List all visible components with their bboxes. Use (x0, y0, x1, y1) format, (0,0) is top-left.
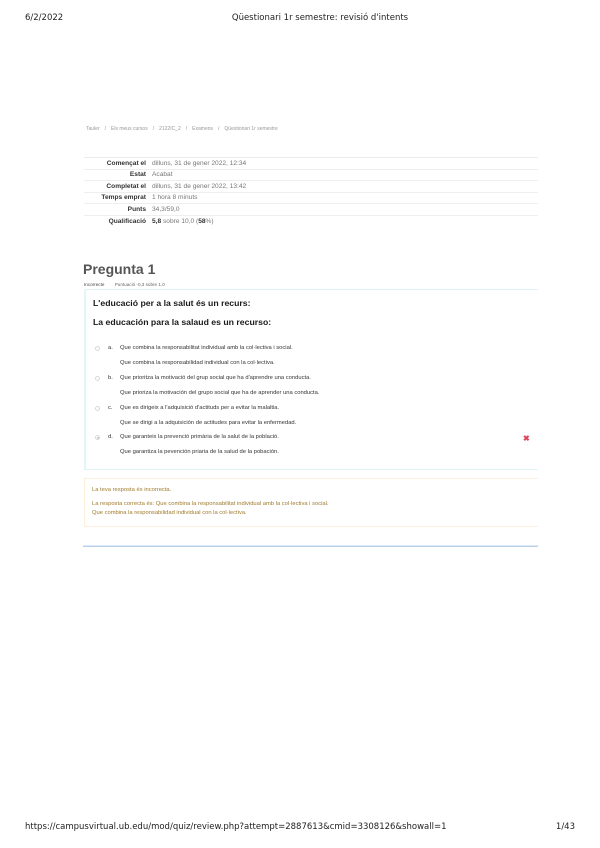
answer-text-catalan: Que es dirigeix a l'adquisició d'actituds per a evitar la malaltia. (120, 405, 280, 411)
print-date: 6/2/2022 (25, 13, 64, 23)
summary-row-marks (84, 204, 538, 216)
breadcrumb-item-section[interactable]: Examens (192, 126, 214, 132)
breadcrumb-item-course[interactable]: 2122IC_2 (159, 126, 181, 132)
print-url: https://campusvirtual.ub.edu/mod/quiz/review.php?attempt=2887613&cmid=3308126&showall=1 (25, 822, 447, 832)
summary-value: Acabat (152, 171, 173, 179)
summary-label: Punts (127, 205, 146, 213)
question-grade: Puntuació -0,3 sobre 1,0 (114, 282, 165, 287)
answer-text-spanish: Que garantiza la pevención priaria de la salud de la pobación. (120, 449, 279, 455)
breadcrumb-separator: / (152, 126, 155, 132)
print-footer (0, 822, 600, 836)
breadcrumb-separator: / (185, 126, 188, 132)
feedback-correct-answer-spanish: Que combina la responsabilidad individual con la col·lectiva. (92, 510, 247, 516)
grade-score: 5,8 (152, 217, 162, 225)
radio-button[interactable] (95, 346, 100, 351)
answer-text-spanish: Que combina la responsabilidad individual con la col·lectiva. (120, 360, 275, 366)
summary-value: dilluns, 31 de gener 2022, 12:34 (152, 159, 247, 167)
breadcrumb-item-my-courses[interactable]: Els meus cursos (111, 126, 148, 132)
summary-label: Estat (129, 171, 146, 179)
breadcrumb (86, 126, 278, 132)
summary-value: 1 hora 8 minuts (152, 194, 198, 202)
radio-button[interactable] (95, 376, 100, 381)
print-title: Qüestionari 1r semestre: revisió d'intents (231, 13, 409, 23)
question-formulation (84, 289, 538, 470)
question-heading: Pregunta 1 (83, 261, 156, 277)
answer-text-catalan: Que garanteix la prevenció primària de la salut de la població. (120, 434, 279, 440)
summary-row-completed (84, 181, 538, 193)
print-header (0, 13, 600, 27)
section-divider (83, 545, 538, 547)
summary-row-time-taken (84, 193, 538, 205)
answer-text-spanish: Que prioriza la motivación del grupo social que ha de aprender una conducta. (120, 390, 320, 396)
breadcrumb-separator: / (218, 126, 220, 132)
breadcrumb-item-quiz[interactable]: Qüestionari 1r semestre (224, 126, 278, 132)
radio-button-selected[interactable] (95, 435, 100, 440)
breadcrumb-item-dashboard[interactable]: Tauler (86, 126, 100, 132)
summary-label: Qualificació (108, 217, 146, 225)
grade-percent-suffix: %) (205, 217, 214, 225)
answer-text-spanish: Que se dirigi a la adquisición de actitudes para evitar la enfermedad. (120, 420, 297, 426)
question-text-catalan: L'educació per a la salut és un recurs: (93, 298, 251, 308)
answer-letter: d. (108, 434, 113, 440)
question-info (84, 282, 165, 287)
answer-text-catalan: Que combina la responsabilitat individual amb la col·lectiva i social. (120, 345, 293, 351)
page-number: 1/43 (555, 822, 575, 832)
summary-label: Començat el (106, 159, 146, 167)
answer-letter: c. (108, 405, 113, 411)
answer-feedback (84, 478, 538, 527)
summary-value: dilluns, 31 de gener 2022, 13:42 (152, 182, 247, 190)
summary-label: Temps emprat (101, 194, 146, 202)
feedback-result: La teva resposta és incorrecta. (92, 487, 172, 493)
summary-value (152, 218, 214, 225)
attempt-summary-table (84, 157, 538, 227)
incorrect-x-icon: ✖ (523, 434, 530, 443)
summary-value: 34,3/59,0 (152, 205, 180, 213)
radio-button[interactable] (95, 406, 100, 411)
summary-row-state (84, 170, 538, 182)
question-state: Incorrecte (84, 282, 105, 287)
summary-row-started (84, 158, 538, 170)
grade-out-of: sobre 10,0 ( (161, 217, 199, 225)
summary-label: Completat el (106, 182, 146, 190)
answer-text-catalan: Que prioritza la motivació del grup social que ha d'aprendre una conducta. (120, 375, 311, 381)
answer-letter: a. (108, 345, 113, 351)
feedback-correct-answer-catalan: La resposta correcta és: Que combina la responsabilitat individual amb la col·lectiva i social. (92, 501, 329, 507)
grade-percent: 58 (198, 217, 206, 225)
summary-row-grade (84, 216, 538, 228)
answer-letter: b. (108, 375, 113, 381)
question-text-spanish: La educación para la salaud es un recurso: (93, 317, 272, 327)
breadcrumb-separator: / (104, 126, 107, 132)
